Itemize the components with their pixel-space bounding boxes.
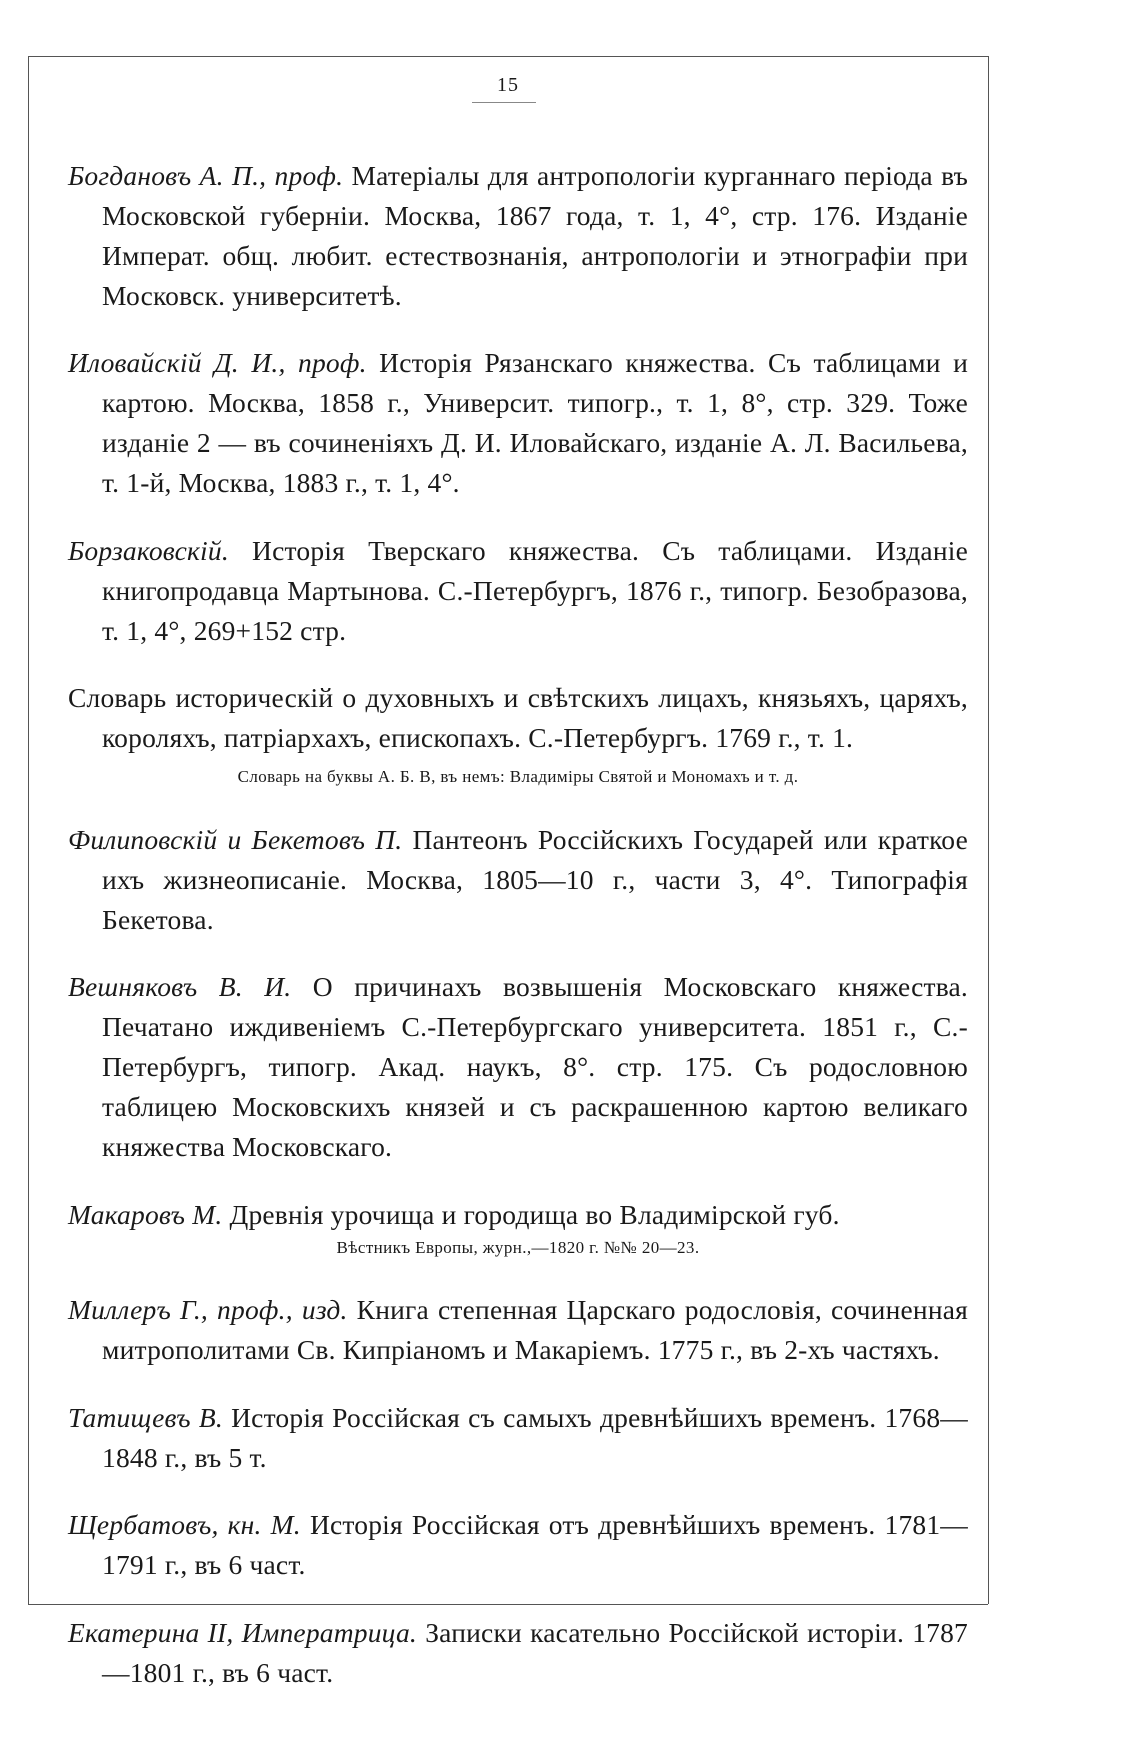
- entry-note: Словарь на буквы А. Б. В, въ немъ: Владиміры Святой и Мономахъ и т. д.: [237, 767, 799, 786]
- page-number: 15: [497, 74, 519, 96]
- bibliography-entry: [68, 678, 968, 758]
- entry-text: Исторія Россійская отъ древнѣйшихъ временъ. 1781—1791 г., въ 6 част.: [102, 1509, 968, 1580]
- entry-text: Древнія урочища и городища во Владимірской губ.: [229, 1198, 840, 1230]
- frame-top-rule: [28, 56, 988, 57]
- entry-author: Екатерина II, Императрица.: [68, 1616, 417, 1648]
- entry-author: Макаровъ М.: [68, 1198, 223, 1230]
- bibliography-entry: [68, 531, 968, 651]
- entry-text: Матеріалы для антропологіи курганнаго періода въ Московской губерніи. Москва, 1867 года, т. 1, 4°, стр. 176. Изданіе Императ. общ. любит. естествознанія, антропологіи и этнографіи при Московск. университетѣ.: [102, 159, 969, 311]
- entry-author: Татищевъ В.: [68, 1401, 223, 1433]
- bibliography-entry: [68, 1195, 968, 1235]
- entry-author: Иловайскій Д. И., проф.: [68, 347, 367, 378]
- entry-author: Богдановъ А. П., проф.: [68, 159, 344, 191]
- bibliography-entry: [68, 156, 968, 316]
- bibliography-list: [68, 128, 968, 1699]
- page-number-underline: [472, 102, 536, 103]
- entry-author: Борзаковскій.: [68, 534, 229, 566]
- entry-text: Словарь историческій о духовныхъ и свѣтскихъ лицахъ, князьяхъ, царяхъ, короляхъ, патріархахъ, епископахъ. С.-Петербургъ. 1769 г., т. 1.: [68, 682, 968, 753]
- bibliography-entry: [68, 820, 968, 940]
- frame-left-rule: [28, 56, 29, 1604]
- bibliography-entry: [68, 1290, 968, 1370]
- bibliography-entry: [68, 967, 968, 1167]
- entry-text: Пантеонъ Россійскихъ Государей или краткое ихъ жизнеописаніе. Москва, 1805—10 г., части 3, 4°. Типографія Бекетова.: [102, 823, 968, 935]
- entry-text: Исторія Рязанскаго княжества. Съ таблицами и картою. Москва, 1858 г., Университ. типогр., т. 1, 8°, стр. 329. Тоже изданіе 2 — въ сочиненіяхъ Д. И. Иловайскаго, изданіе А. Л. Васильева, т. 1-й, Москва, 1883 г., т. 1, 4°.: [102, 347, 968, 498]
- entry-note: Вѣстникъ Европы, журн.,—1820 г. №№ 20—23.: [336, 1237, 700, 1257]
- bibliography-entry: [68, 343, 968, 503]
- entry-text: Исторія Россійская съ самыхъ древнѣйшихъ временъ. 1768—1848 г., въ 5 т.: [102, 1401, 968, 1473]
- entry-text: Записки касательно Россійской исторіи. 1787—1801 г., въ 6 част.: [102, 1616, 969, 1688]
- entry-author: Вешняковъ В. И.: [68, 971, 292, 1002]
- entry-text: Книга степенная Царскаго родословія, сочиненная митрополитами Св. Кипріаномъ и Макаріемъ. 1775 г., въ 2-хъ частяхъ.: [102, 1294, 969, 1365]
- entry-author: Миллеръ Г., проф., изд.: [68, 1294, 348, 1325]
- entry-author: Щербатовъ, кн. М.: [68, 1509, 301, 1540]
- entry-text: Исторія Тверскаго княжества. Съ таблицами. Изданіе книгопродавца Мартынова. С.-Петербургъ, 1876 г., типогр. Безобразова, т. 1, 4°, 269+152 стр.: [102, 534, 969, 646]
- entry-text: О причинахъ возвышенія Московскаго княжества. Печатано иждивеніемъ С.-Петербургскаго университета. 1851 г., С.-Петербургъ, типогр. Акад. наукъ, 8°. стр. 175. Съ родословною таблицею Московскихъ князей и съ раскрашенною картою великаго княжества Московскаго.: [102, 971, 969, 1162]
- entry-author: Филиповскій и Бекетовъ П.: [68, 823, 403, 855]
- bibliography-entry: [68, 1398, 968, 1478]
- bibliography-entry: [68, 1505, 968, 1585]
- frame-right-rule: [988, 56, 989, 1604]
- bibliography-entry: [68, 1613, 968, 1693]
